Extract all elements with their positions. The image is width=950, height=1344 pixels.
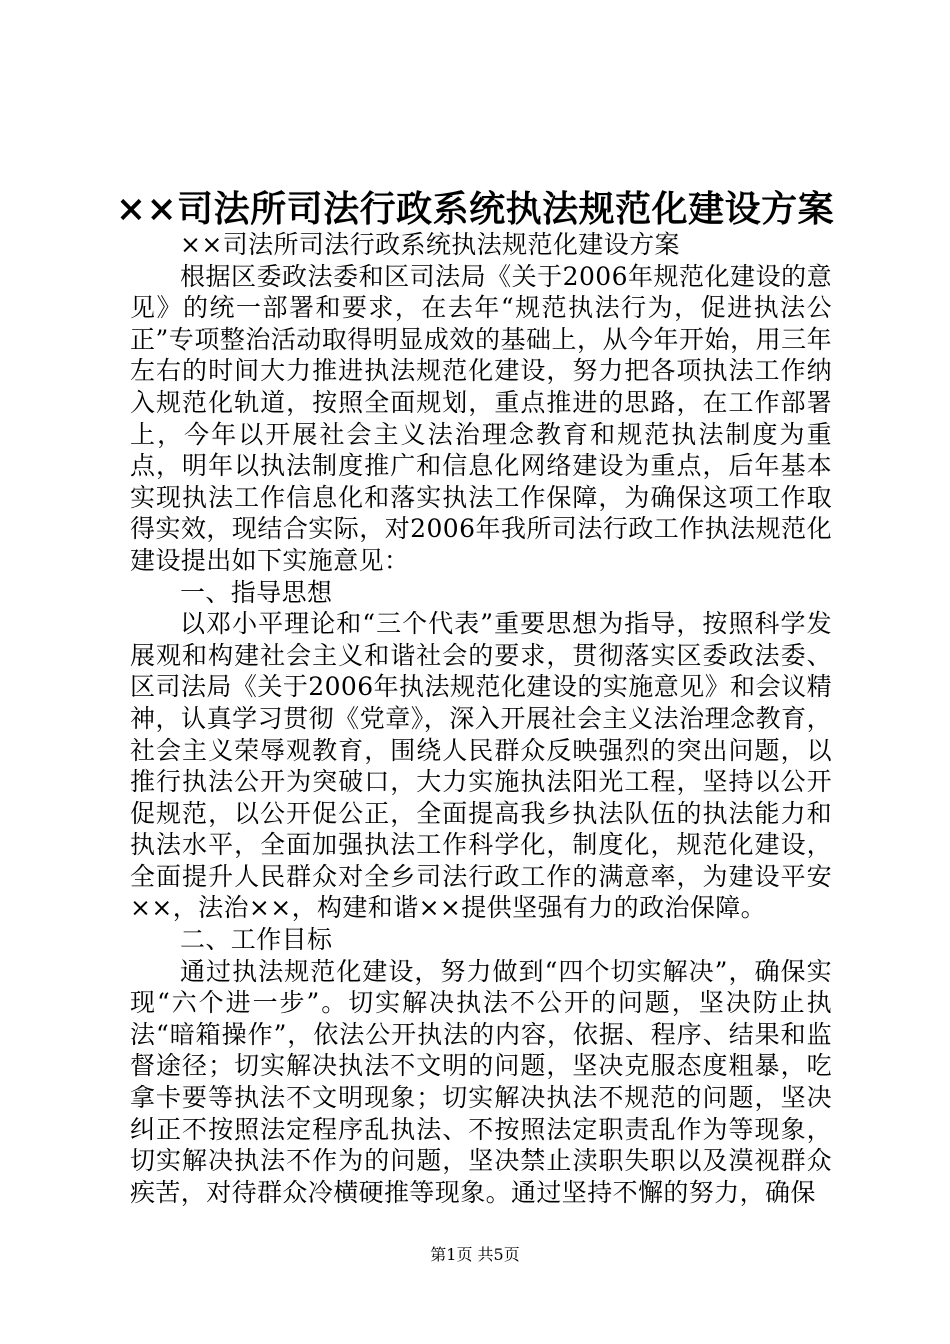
section-heading-work-goals: 二、工作目标 [180, 925, 333, 955]
document-body [130, 229, 832, 1208]
intro-paragraph: 根据区委政法委和区司法局《关于2006年规范化建设的意见》的统一部署和要求，在去年“规范执法行为，促进执法公正”专项整治活动取得明显成效的基础上，从今年开始，用三年左右的时间大力推进执法规范化建设，努力把各项执法工作纳入规范化轨道，按照全面规划，重点推进的思路，在工作部署上，今年以开展社会主义法治理念教育和规范执法制度为重点，明年以执法制度推广和信息化网络建设为重点，后年基本实现执法工作信息化和落实执法工作保障，为确保这项工作取得实效，现结合实际，对2006年我所司法行政工作执法规范化建设提出如下实施意见： [130, 261, 832, 575]
document-title: ××司法所司法行政系统执法规范化建设方案 [115, 188, 835, 230]
guiding-ideology-paragraph: 以邓小平理论和“三个代表”重要思想为指导，按照科学发展观和构建社会主义和谐社会的要求，贯彻落实区委政法委、区司法局《关于2006年执法规范化建设的实施意见》和会议精神，认真学习贯彻《党章》，深入开展社会主义法治理念教育，社会主义荣辱观教育，围绕人民群众反映强烈的突出问题，以推行执法公开为突破口，大力实施执法阳光工程，坚持以公开促规范，以公开促公正，全面提高我乡执法队伍的执法能力和执法水平，全面加强执法工作科学化，制度化，规范化建设，全面提升人民群众对全乡司法行政工作的满意率，为建设平安××，法治××，构建和谐××提供坚强有力的政治保障。 [130, 609, 832, 923]
page-number-footer: 第1页 共5页 [430, 1245, 520, 1264]
section-heading-guiding-ideology: 一、指导思想 [180, 577, 333, 607]
work-goals-paragraph: 通过执法规范化建设，努力做到“四个切实解决”，确保实现“六个进一步”。切实解决执法不公开的问题，坚决防止执法“暗箱操作”，依法公开执法的内容，依据、程序、结果和监督途径；切实解决执法不文明的问题，坚决克服态度粗暴，吃拿卡要等执法不文明现象；切实解决执法不规范的问题，坚决纠正不按照法定程序乱执法、不按照法定职责乱作为等现象，切实解决执法不作为的问题，坚决禁止渎职失职以及漠视群众疾苦，对待群众冷横硬推等现象。通过坚持不懈的努力，确保 [130, 956, 832, 1207]
subtitle-paragraph: ××司法所司法行政系统执法规范化建设方案 [180, 230, 680, 259]
